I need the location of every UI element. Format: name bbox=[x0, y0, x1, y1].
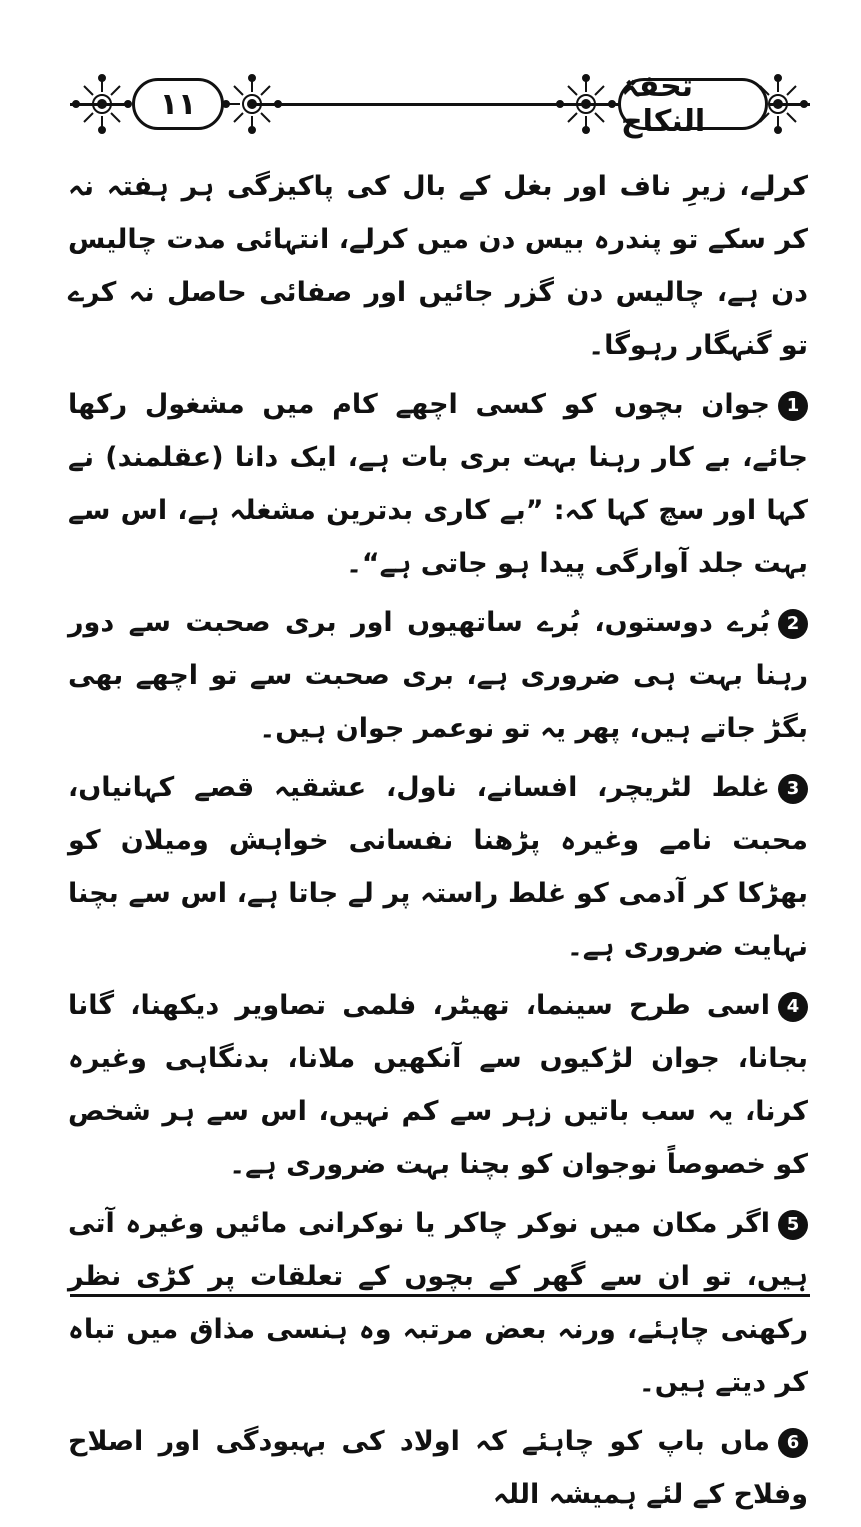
flower-ornament-icon bbox=[556, 74, 616, 134]
footer-rule bbox=[70, 1294, 810, 1297]
paragraph-text: بُرے دوستوں، بُرے ساتھیوں اور بری صحبت سے دور رہنا بہت ہی ضروری ہے، بری صحبت سے تو اچھے بھی بگڑ جاتے ہیں، پھر یہ تو نوعمر جوان ہیں۔ bbox=[68, 607, 808, 744]
paragraph-text: غلط لٹریچر، افسانے، ناول، عشقیہ قصے کہانیاں، محبت نامے وغیرہ پڑھنا نفسانی خواہش ومیلان کو بھڑکا کر آدمی کو غلط راستہ پر لے جاتا ہے، اس سے بچنا نہایت ضروری ہے۔ bbox=[68, 772, 808, 962]
item-number-badge: 4 bbox=[778, 992, 808, 1022]
flower-ornament-icon bbox=[72, 74, 132, 134]
item-number-badge: 6 bbox=[778, 1428, 808, 1458]
paragraph-text: اگر مکان میں نوکر چاکر یا نوکرانی مائیں وغیرہ آتی ہیں، تو ان سے گھر کے بچوں کے تعلقات پر کڑی نظر رکھنی چاہئے، ورنہ بعض مرتبہ وہ ہنسی مذاق میں تباہ کر دیتے ہیں۔ bbox=[68, 1208, 808, 1398]
page-number: ۱۱ bbox=[132, 78, 224, 130]
paragraph-text: جوان بچوں کو کسی اچھے کام میں مشغول رکھا جائے، بے کار رہنا بہت بری بات ہے، ایک دانا (عقلمند) نے کہا اور سچ کہا کہ: ”بے کاری بدترین مشغلہ ہے، اس سے بہت جلد آوارگی پیدا ہو جاتی ہے“۔ bbox=[68, 389, 808, 579]
item-number-badge: 1 bbox=[778, 391, 808, 421]
paragraph bbox=[68, 1197, 808, 1409]
page-header bbox=[70, 62, 810, 148]
paragraph-text: کرلے، زیرِ ناف اور بغل کے بال کی پاکیزگی ہر ہفتہ نہ کر سکے تو پندرہ بیس دن میں کرلے، انتہائی مدت چالیس دن ہے، چالیس دن گزر جائیں اور صفائی حاصل نہ کرے تو گنہگار رہوگا۔ bbox=[68, 171, 808, 361]
page-body bbox=[68, 160, 808, 1527]
paragraph-text: اسی طرح سینما، تھیٹر، فلمی تصاویر دیکھنا، گانا بجانا، جوان لڑکیوں سے آنکھیں ملانا، بدنگاہی وغیرہ کرنا، یہ سب باتیں زہر سے کم نہیں، اس سے ہر شخص کو خصوصاً نوجوان کو بچنا بہت ضروری ہے۔ bbox=[68, 990, 808, 1180]
paragraph bbox=[68, 1415, 808, 1521]
item-number-badge: 2 bbox=[778, 609, 808, 639]
paragraph-text: ماں باپ کو چاہئے کہ اولاد کی بہبودگی اور اصلاح وفلاح کے لئے ہمیشہ اللہ bbox=[68, 1426, 808, 1510]
paragraph bbox=[68, 378, 808, 590]
paragraph bbox=[68, 979, 808, 1191]
paragraph bbox=[68, 761, 808, 973]
paragraph bbox=[68, 596, 808, 755]
flower-ornament-icon bbox=[222, 74, 282, 134]
item-number-badge: 5 bbox=[778, 1210, 808, 1240]
paragraph bbox=[68, 160, 808, 372]
item-number-badge: 3 bbox=[778, 774, 808, 804]
book-title: تحفۃ النکاح bbox=[618, 78, 768, 130]
